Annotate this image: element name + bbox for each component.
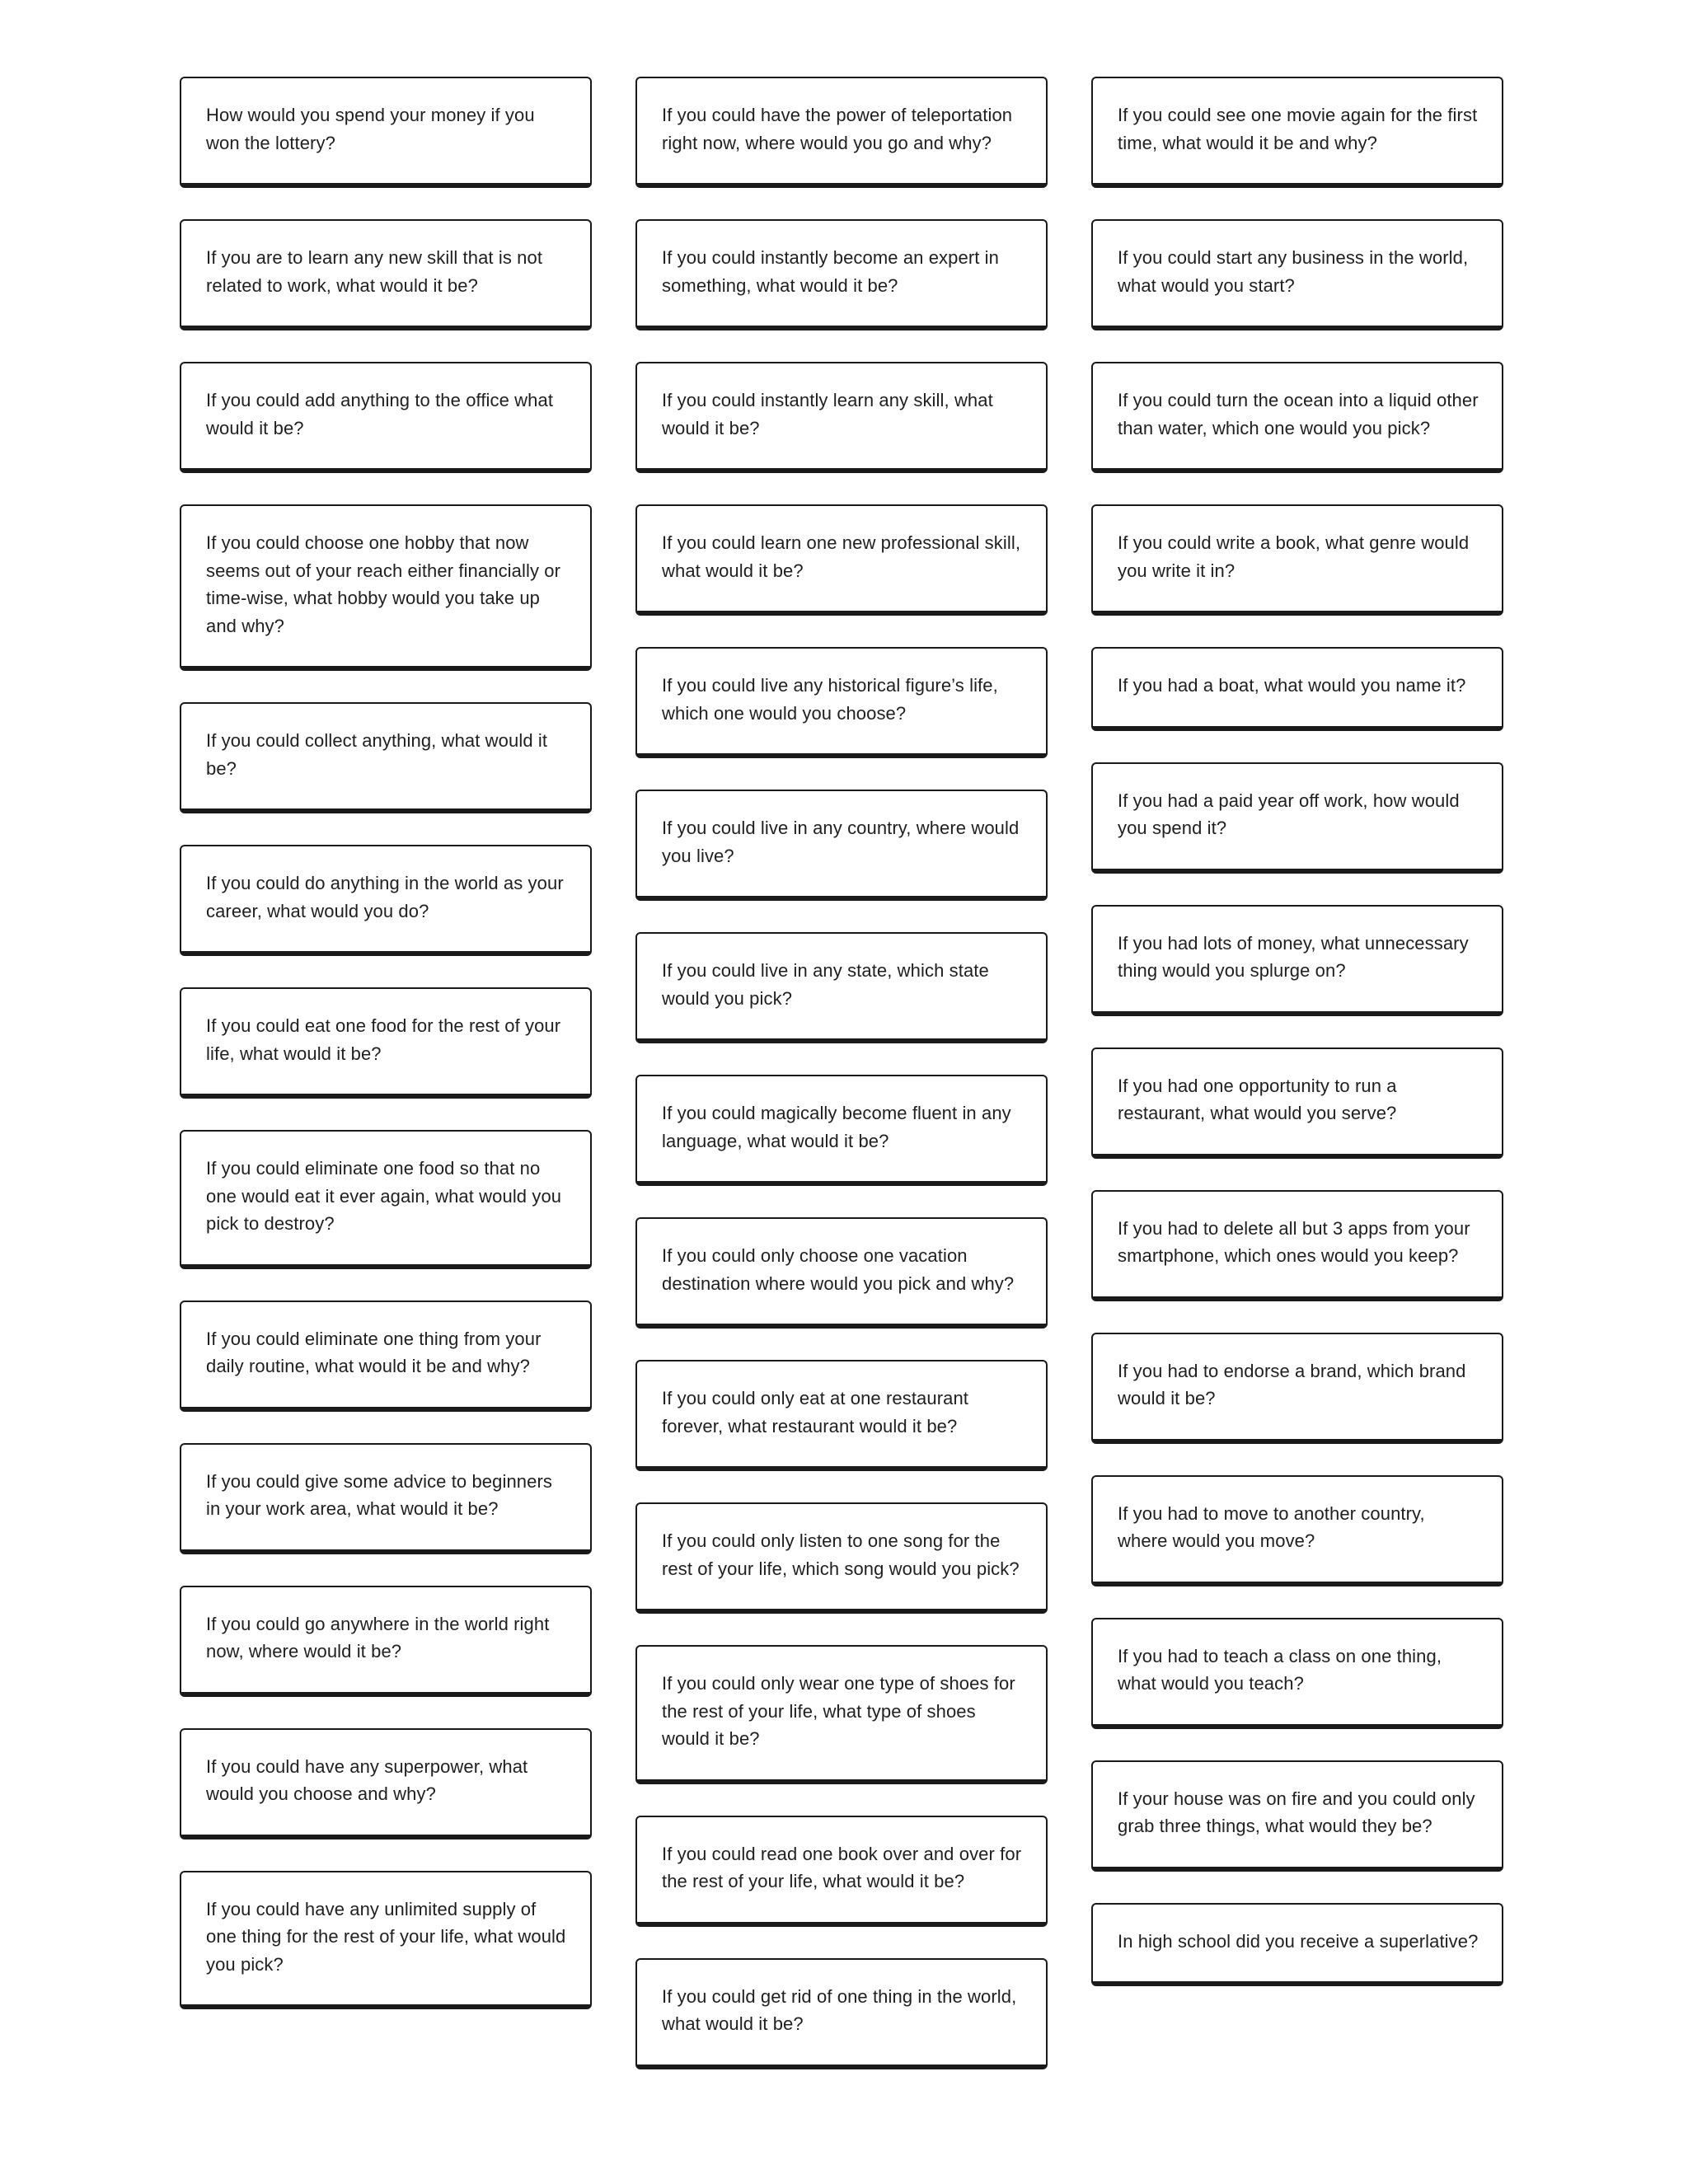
question-text: If you could collect anything, what would it be?	[206, 730, 548, 779]
question-text: If you had one opportunity to run a restaurant, what would you serve?	[1118, 1075, 1397, 1123]
question-text: If you could go anywhere in the world right now, where would it be?	[206, 1613, 550, 1661]
question-card[interactable]	[635, 1816, 1048, 1927]
question-text: If you could instantly become an expert in something, what would it be?	[662, 247, 999, 296]
question-text: If you could only listen to one song for the rest of your life, which song would you pick?	[662, 1530, 1020, 1579]
question-card[interactable]	[635, 647, 1048, 758]
question-card[interactable]	[180, 987, 592, 1099]
question-card[interactable]	[635, 1075, 1048, 1186]
question-text: If you could have any unlimited supply of one thing for the rest of your life, what would you pick?	[206, 1898, 566, 1975]
question-card[interactable]	[635, 504, 1048, 616]
question-card[interactable]	[1091, 647, 1503, 731]
question-card[interactable]	[635, 1360, 1048, 1471]
question-text: If you had to teach a class on one thing, what would you teach?	[1118, 1645, 1442, 1694]
question-card[interactable]	[1091, 504, 1503, 616]
question-text: If you could see one movie again for the first time, what would it be and why?	[1118, 105, 1478, 153]
question-card[interactable]	[180, 1728, 592, 1840]
question-card[interactable]	[1091, 362, 1503, 473]
card-column-3	[1091, 77, 1503, 1986]
question-card[interactable]	[635, 1645, 1048, 1784]
question-card[interactable]	[635, 1958, 1048, 2069]
question-card[interactable]	[180, 1130, 592, 1269]
question-card[interactable]	[635, 1502, 1048, 1614]
question-text: How would you spend your money if you won the lottery?	[206, 105, 535, 153]
question-card[interactable]	[180, 1301, 592, 1412]
question-text: If you could only eat at one restaurant forever, what restaurant would it be?	[662, 1388, 969, 1436]
question-text: In high school did you receive a superlative?	[1118, 1930, 1479, 1952]
question-card[interactable]	[180, 362, 592, 473]
question-text: If you could magically become fluent in any language, what would it be?	[662, 1103, 1011, 1151]
question-text: If you could eliminate one thing from your daily routine, what would it be and why?	[206, 1328, 542, 1376]
question-card[interactable]	[1091, 1475, 1503, 1586]
question-text: If you had lots of money, what unnecessary thing would you splurge on?	[1118, 932, 1469, 981]
question-text: If you could learn one new professional skill, what would it be?	[662, 532, 1021, 581]
card-column-2	[635, 77, 1048, 2069]
question-card[interactable]	[180, 1586, 592, 1697]
question-card[interactable]	[1091, 1333, 1503, 1444]
question-text: If you had a boat, what would you name it?	[1118, 675, 1466, 696]
question-card[interactable]	[635, 219, 1048, 330]
question-text: If you could instantly learn any skill, what would it be?	[662, 390, 993, 438]
question-card[interactable]	[1091, 905, 1503, 1016]
question-text: If you could live any historical figure’s life, which one would you choose?	[662, 675, 998, 724]
question-text: If you could write a book, what genre would you write it in?	[1118, 532, 1470, 581]
question-card[interactable]	[180, 504, 592, 671]
question-card[interactable]	[1091, 1618, 1503, 1729]
question-text: If you could live in any state, which state would you pick?	[662, 960, 989, 1009]
question-text: If you could add anything to the office what would it be?	[206, 390, 554, 438]
question-card[interactable]	[635, 1217, 1048, 1329]
question-card[interactable]	[1091, 762, 1503, 874]
question-text: If you are to learn any new skill that is not related to work, what would it be?	[206, 247, 543, 296]
question-card[interactable]	[1091, 219, 1503, 330]
question-text: If you could choose one hobby that now seems out of your reach either financially or time-wise, what hobby would you take up and why?	[206, 532, 561, 636]
question-card[interactable]	[1091, 1760, 1503, 1872]
question-card[interactable]	[635, 362, 1048, 473]
question-text: If you could read one book over and over for the rest of your life, what would it be?	[662, 1843, 1022, 1891]
question-text: If you had to delete all but 3 apps from your smartphone, which ones would you keep?	[1118, 1217, 1470, 1266]
question-text: If you had to endorse a brand, which brand would it be?	[1118, 1360, 1466, 1408]
question-card-board	[180, 77, 1503, 2069]
question-card[interactable]	[1091, 1903, 1503, 1987]
question-card[interactable]	[180, 845, 592, 956]
question-card[interactable]	[180, 702, 592, 813]
question-text: If you could eliminate one food so that no one would eat it ever again, what would you pick to destroy?	[206, 1158, 562, 1234]
question-text: If you could live in any country, where would you live?	[662, 818, 1020, 866]
question-text: If you could eat one food for the rest of your life, what would it be?	[206, 1015, 561, 1064]
question-card[interactable]	[180, 1443, 592, 1554]
question-text: If you could only wear one type of shoes for the rest of your life, what type of shoes would it be?	[662, 1673, 1015, 1749]
question-card[interactable]	[1091, 1047, 1503, 1159]
question-card[interactable]	[180, 1871, 592, 2010]
question-text: If you had to move to another country, where would you move?	[1118, 1502, 1425, 1551]
question-card[interactable]	[1091, 1190, 1503, 1301]
question-text: If you could get rid of one thing in the world, what would it be?	[662, 1985, 1017, 2034]
question-text: If you had a paid year off work, how would you spend it?	[1118, 790, 1460, 838]
question-text: If you could have the power of teleportation right now, where would you go and why?	[662, 105, 1013, 153]
question-card[interactable]	[635, 932, 1048, 1043]
question-text: If your house was on fire and you could only grab three things, what would they be?	[1118, 1788, 1475, 1836]
question-text: If you could have any superpower, what would you choose and why?	[206, 1755, 528, 1804]
question-text: If you could give some advice to beginners in your work area, what would it be?	[206, 1470, 552, 1519]
question-text: If you could turn the ocean into a liquid other than water, which one would you pick?	[1118, 390, 1479, 438]
question-card[interactable]	[180, 77, 592, 188]
question-card[interactable]	[635, 77, 1048, 188]
question-text: If you could start any business in the world, what would you start?	[1118, 247, 1469, 296]
question-card[interactable]	[635, 790, 1048, 901]
question-text: If you could do anything in the world as your career, what would you do?	[206, 873, 564, 921]
question-card[interactable]	[1091, 77, 1503, 188]
question-card[interactable]	[180, 219, 592, 330]
card-column-1	[180, 77, 592, 2009]
question-text: If you could only choose one vacation destination where would you pick and why?	[662, 1245, 1015, 1294]
